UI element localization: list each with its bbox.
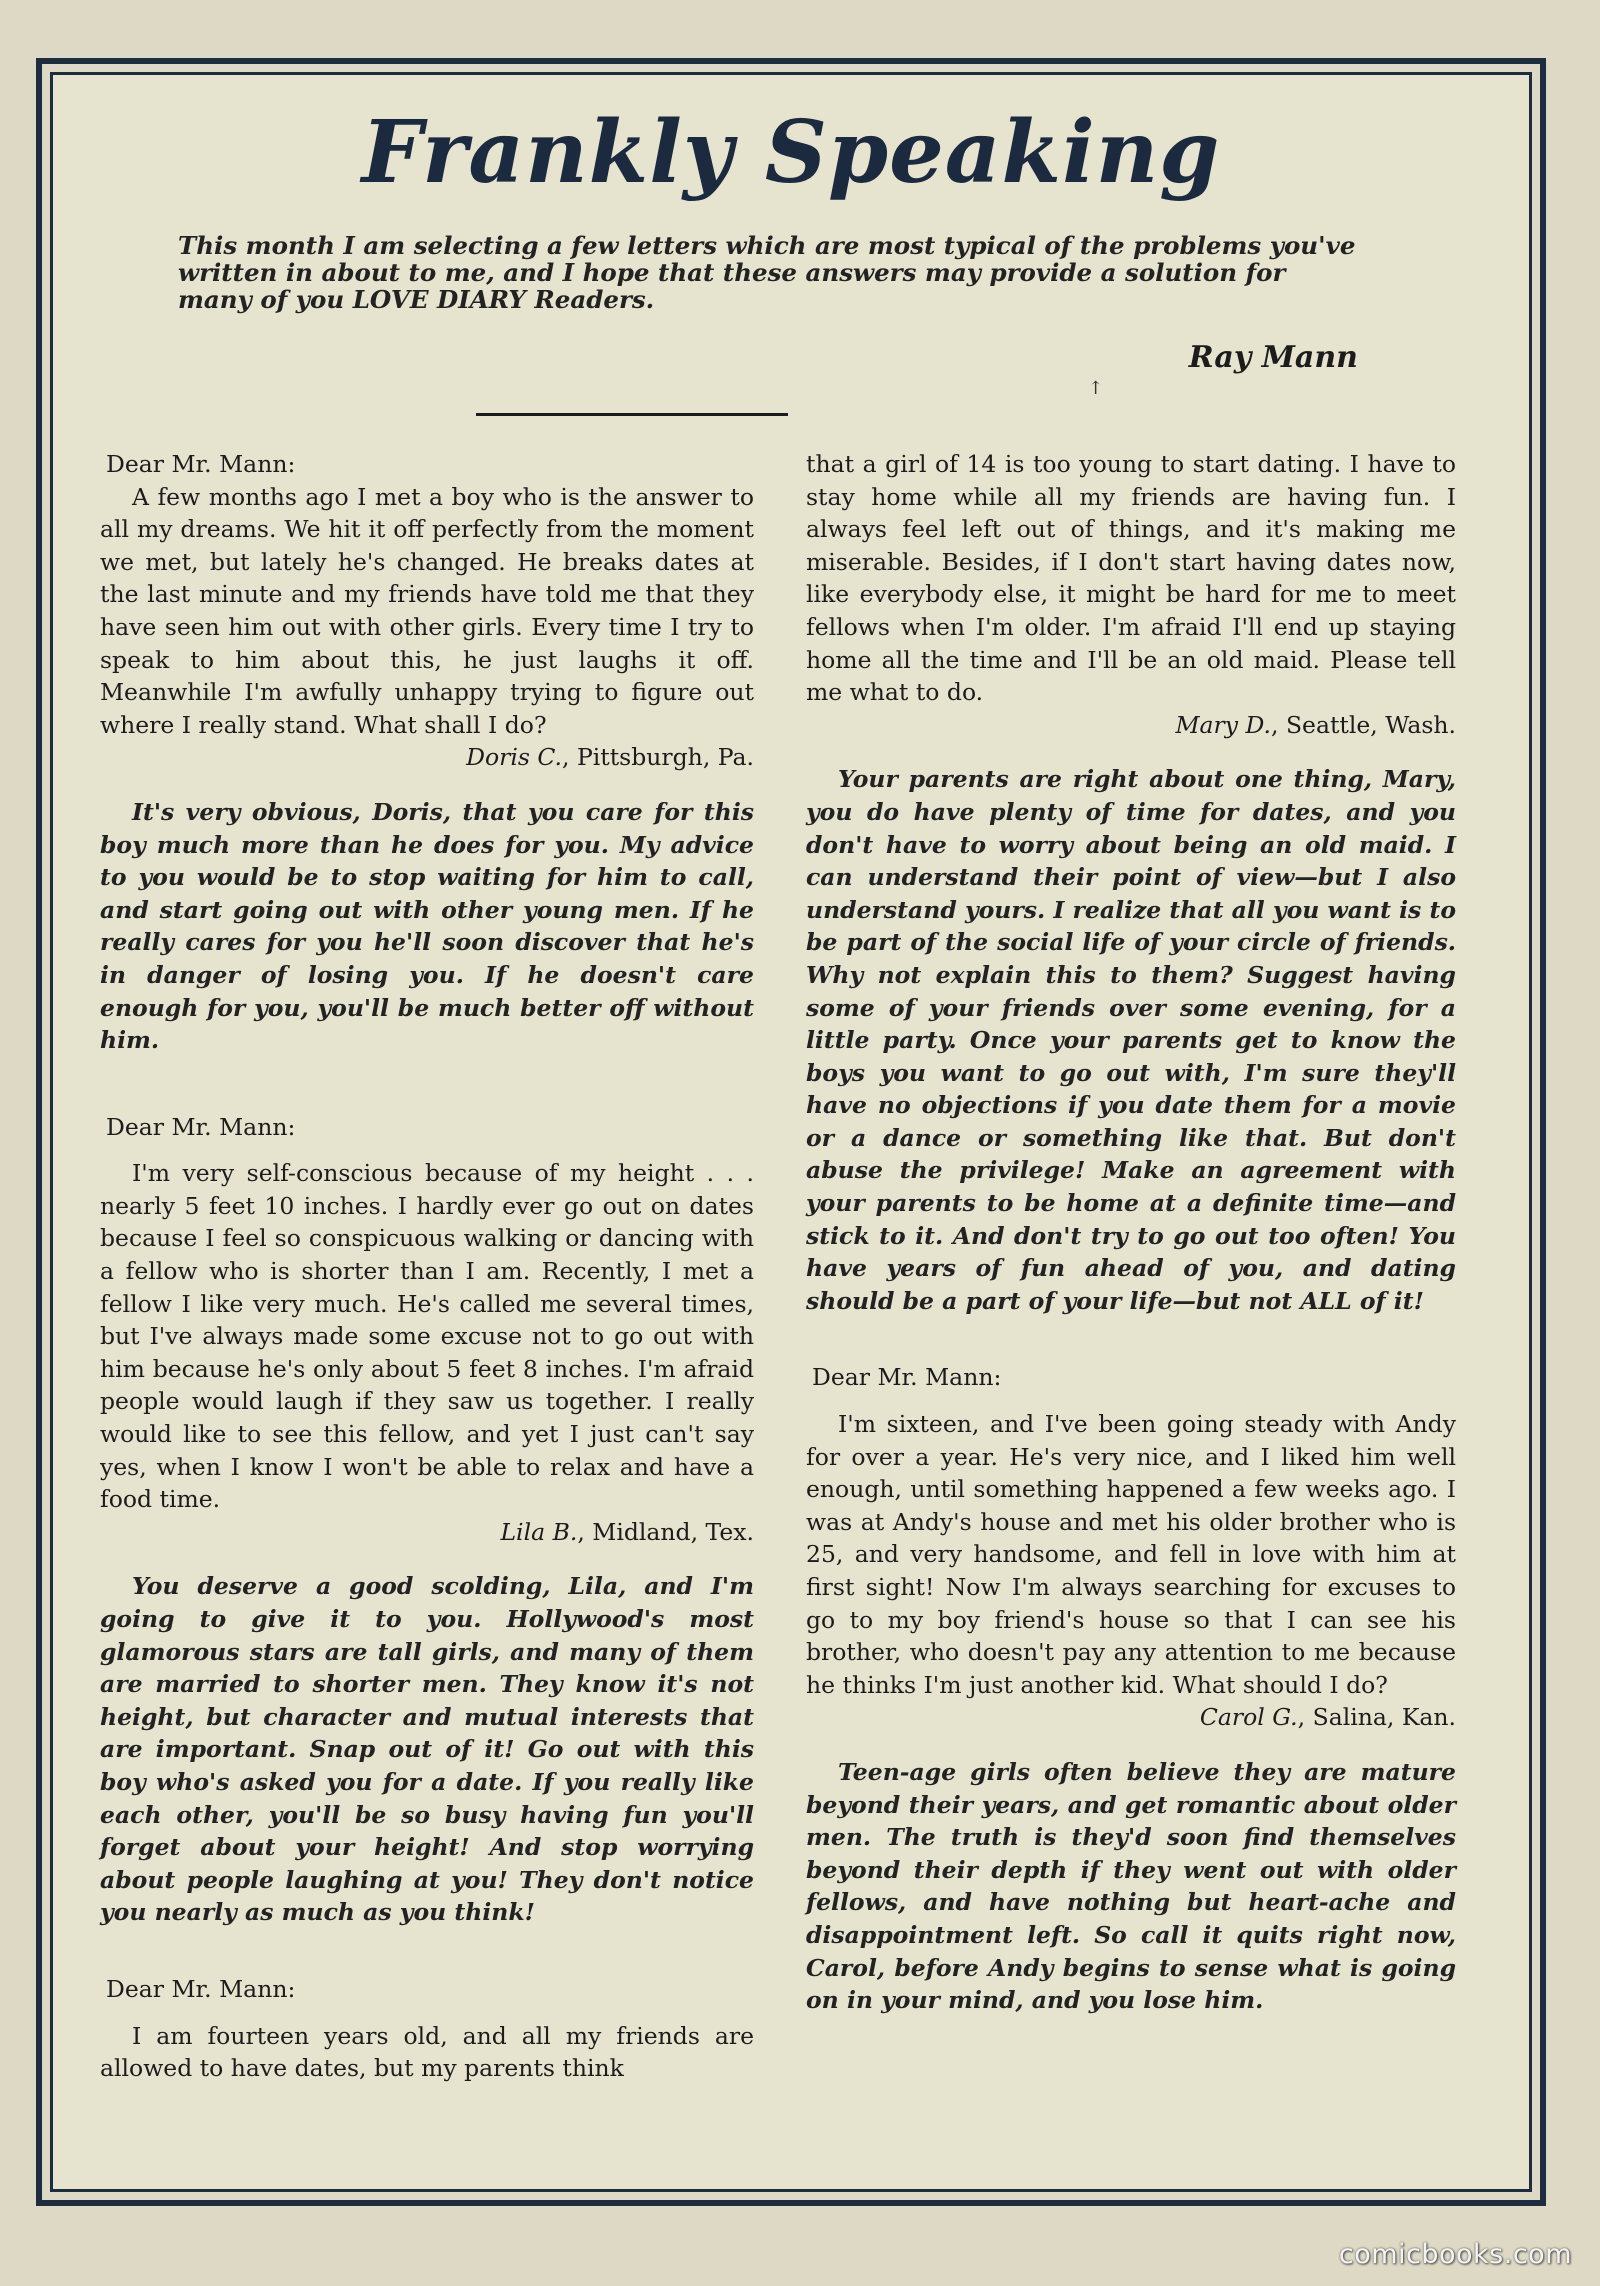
letter-author-place: , Pittsburgh, Pa. (562, 743, 754, 772)
letter-author-name: Lila B. (500, 1517, 578, 1546)
letter-body: A few months ago I met a boy who is the answer to all my dreams. We hit it off perfectly from the moment we met, but lately he's changed. He breaks dates at the last minute and my friends have told me that they have seen him out with other girls. Every time I try to speak to him about this, he just laughs it off. Meanwhile I'm awfully unhappy trying to figure out where I really stand. What shall I do? (100, 482, 754, 739)
decorative-tick-icon: ↑ (1088, 378, 1104, 399)
left-column (100, 448, 754, 2085)
letter-author-place: , Midland, Tex. (577, 1517, 754, 1546)
letter-author-name: Doris C. (466, 743, 563, 772)
letter-author-place: , Salina, Kan. (1297, 1703, 1456, 1732)
letter-author-name: Carol G. (1199, 1703, 1298, 1732)
letter-author-name: Mary D. (1175, 710, 1271, 739)
letter-signature (100, 1516, 754, 1549)
letter-salutation: Dear Mr. Mann: (106, 450, 296, 478)
letter-4 (806, 1361, 1456, 2016)
letter-body: I'm sixteen, and I've been going steady with Andy for over a year. He's very nice, and I liked him well enough, until something happened a few weeks ago. I was at Andy's house and met his older brother who is 25, and very handsome, and fell in love with him at first sight! Now I'm always searching for excuses to go to my boy friend's house so that I can see his brother, who doesn't pay any attention to me because he thinks I'm just another kid. What should I do? (806, 1410, 1456, 1699)
right-column (806, 448, 1456, 2017)
page-title: Frankly Speaking (361, 102, 1221, 203)
editor-signature: Ray Mann (1188, 340, 1358, 375)
reply-text: Your parents are right about one thing, Mary, you do have plenty of time for dates, and you don't have to worry about being an old maid. I can understand their point of view—but I also understand yours. I realize that all you want is to be part of the social life of your circle of friends. Why not explain this to them? Suggest having some of your friends over some evening, for a little party. Once your parents get to know the boys you want to go out with, I'm sure they'll have no objections if you date them for a movie or a dance or something like that. But don't abuse the privilege! Make an agreement with your parents to be home at a definite time—and stick to it. And don't try to go out too often! You have years of fun ahead of you, and dating should be a part of your life—but not ALL of it! (806, 765, 1456, 1315)
letter-author-place: , Seattle, Wash. (1271, 710, 1456, 739)
letter-2 (100, 1111, 754, 1929)
masthead (50, 92, 1532, 203)
reply-text: It's very obvious, Doris, that you care for this boy much more than he does for you. My advice to you would be to stop waiting for him to call, and start going out with other young men. If he really cares for you he'll soon discover that he's in danger of losing you. If he doesn't care enough for you, you'll be much better off without him. (100, 797, 754, 1055)
intro-text: This month I am selecting a few letters which are most typical of the problems you've written in about to me, and I hope that these answers may provide a solution for many of you LOVE DIARY Readers. (178, 231, 1356, 314)
letter-salutation: Dear Mr. Mann: (812, 1363, 1002, 1392)
letter-3-continued (806, 448, 1456, 1317)
letter-salutation: Dear Mr. Mann: (106, 1974, 296, 2003)
reply-text: Teen-age girls often believe they are mature beyond their years, and get romantic about older men. The truth is they'd soon find themselves beyond their depth if they went out with older fellows, and have nothing but heart-ache and disappointment left. So call it quits right now, Carol, before Andy begins to sense what is going on in your mind, and you lose him. (806, 1757, 1456, 2015)
letter-signature (100, 741, 754, 774)
letter-salutation: Dear Mr. Mann: (106, 1112, 296, 1141)
letter-3-start (100, 1973, 754, 2085)
letter-signature (806, 1701, 1456, 1734)
letter-body: I am fourteen years old, and all my friends are allowed to have dates, but my parents think (100, 2021, 754, 2083)
reply-text: You deserve a good scolding, Lila, and I'm going to give it to you. Hollywood's most glamorous stars are tall girls, and many of them are married to shorter men. They know it's not height, but character and mutual interests that are important. Snap out of it! Go out with this boy who's asked you for a date. If you really like each other, you'll be so busy having fun you'll forget about your height! And stop worrying about people laughing at you! They don't notice you nearly as much as you think! (100, 1572, 754, 1927)
header-divider (476, 413, 788, 416)
letter-1 (100, 448, 754, 1057)
site-watermark: comicbooks.com (1338, 2239, 1572, 2270)
letter-signature (806, 709, 1456, 742)
letter-body-continued: that a girl of 14 is too young to start dating. I have to stay home while all my friends are having fun. I always feel left out of things, and it's making me miserable. Besides, if I don't start having dates now, like everybody else, it might be hard for me to meet fellows when I'm older. I'm afraid I'll end up staying home all the time and I'll be an old maid. Please tell me what to do. (806, 450, 1456, 707)
letter-body: I'm very self-conscious because of my height . . . nearly 5 feet 10 inches. I hardly ever go out on dates because I feel so conspicuous walking or dancing with a fellow who is shorter than I am. Recently, I met a fellow I like very much. He's called me several times, but I've always made some excuse not to go out with him because he's only about 5 feet 8 inches. I'm afraid people would laugh if they saw us together. I really would like to see this fellow, and yet I just can't say yes, when I know I won't be able to relax and have a food time. (100, 1159, 754, 1514)
